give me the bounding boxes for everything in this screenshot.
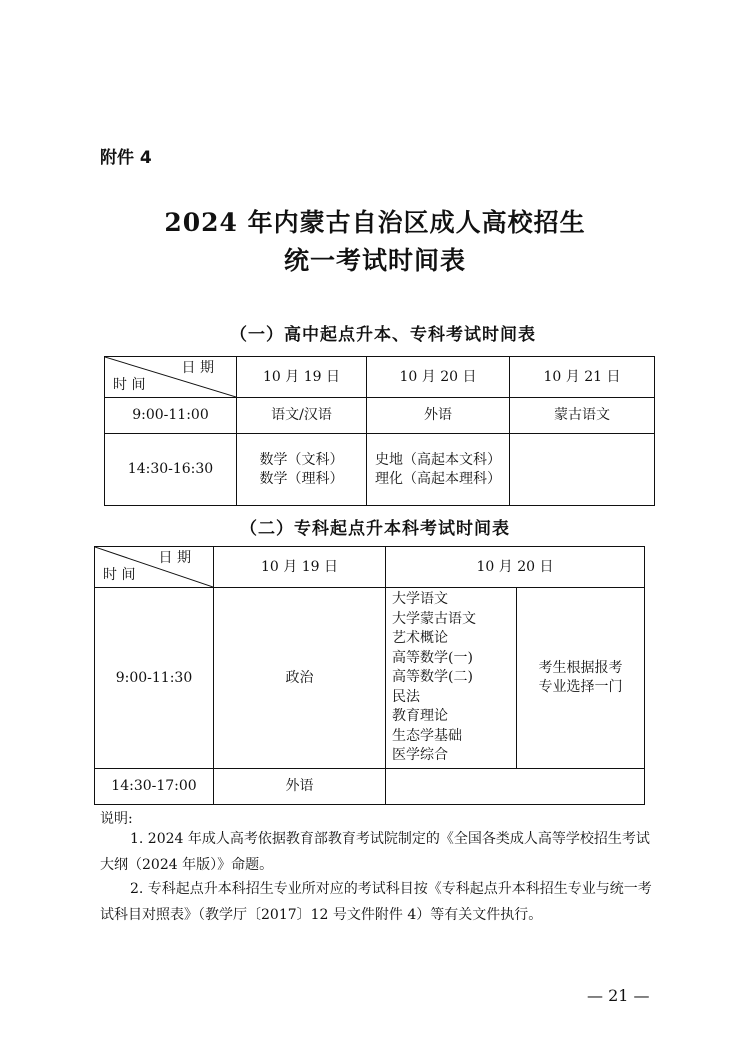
list-item: 艺术概论 (392, 630, 448, 646)
header-date-2: 10 月 20 日 (367, 357, 510, 398)
document-title-line1: 2024 年内蒙古自治区成人高校招生 (164, 208, 586, 237)
notes-label: 说明: (100, 811, 133, 827)
list-item: 医学综合 (392, 747, 448, 763)
note-line: 考生根据报考 (538, 660, 623, 676)
list-item: 教育理论 (392, 708, 448, 724)
header-date-label: 日 期 (181, 360, 214, 376)
section2-title: （二）专科起点升本科考试时间表 (240, 519, 510, 539)
section1-title: （一）高中起点升本、专科考试时间表 (230, 325, 536, 345)
time-slot: 9:00-11:00 (105, 398, 237, 434)
subject-cell: 语文/汉语 (237, 398, 367, 434)
header-date-2: 10 月 20 日 (386, 547, 645, 588)
table-row (105, 434, 655, 506)
diagonal-header-cell (95, 547, 214, 588)
subject-list-cell (386, 588, 517, 769)
list-item: 高等数学(二) (392, 669, 473, 685)
exam-schedule-table-1 (104, 356, 655, 506)
subject-cell (510, 434, 655, 506)
note-item-2: 2. 专科起点升本科招生专业所对应的考试科目按《专科起点升本科招生专业与统一考试科目对照表》（教学厅〔2017〕12 号文件附件 4）等有关文件执行。 (100, 881, 652, 923)
header-time-label: 时 间 (113, 377, 146, 393)
subject-cell: 外语 (367, 398, 510, 434)
diagonal-header-cell (105, 357, 237, 398)
table-row (95, 588, 645, 769)
subject-cell: 外语 (214, 769, 386, 805)
subject-line: 理化（高起本理科） (375, 470, 501, 487)
subject-cell: 政治 (214, 588, 386, 769)
subject-line: 史地（高起本文科） (375, 451, 501, 468)
subject-cell (237, 434, 367, 506)
list-item: 高等数学(一) (392, 649, 473, 666)
note-line: 专业选择一门 (538, 679, 623, 695)
list-item: 生态学基础 (392, 727, 462, 744)
subject-cell (386, 769, 645, 805)
header-date-label: 日 期 (158, 550, 191, 566)
subject-line: 数学（文科） (259, 451, 344, 468)
table-header-row (95, 547, 645, 588)
header-date-3: 10 月 21 日 (510, 357, 655, 398)
exam-schedule-table-2 (94, 546, 645, 805)
page-number: — 21 — (587, 986, 650, 1005)
header-time-label: 时 间 (103, 567, 136, 583)
time-slot: 14:30-17:00 (95, 769, 214, 805)
attachment-label: 附件 4 (100, 148, 152, 168)
header-date-1: 10 月 19 日 (214, 547, 386, 588)
time-slot: 14:30-16:30 (105, 434, 237, 506)
table-row (105, 398, 655, 434)
subject-line: 数学（理科） (259, 470, 344, 487)
table-row (95, 769, 645, 805)
subject-cell: 蒙古语文 (510, 398, 655, 434)
time-slot: 9:00-11:30 (95, 588, 214, 769)
list-item: 大学蒙古语文 (392, 610, 476, 627)
selection-note-cell (517, 588, 645, 769)
document-title-line2: 统一考试时间表 (283, 246, 466, 275)
list-item: 大学语文 (392, 591, 448, 607)
header-date-1: 10 月 19 日 (237, 357, 367, 398)
list-item: 民法 (392, 688, 420, 705)
table-header-row (105, 357, 655, 398)
subject-cell (367, 434, 510, 506)
note-item-1: 1. 2024 年成人高考依据教育部教育考试院制定的《全国各类成人高等学校招生考试大纲（2024 年版）》命题。 (100, 831, 650, 873)
